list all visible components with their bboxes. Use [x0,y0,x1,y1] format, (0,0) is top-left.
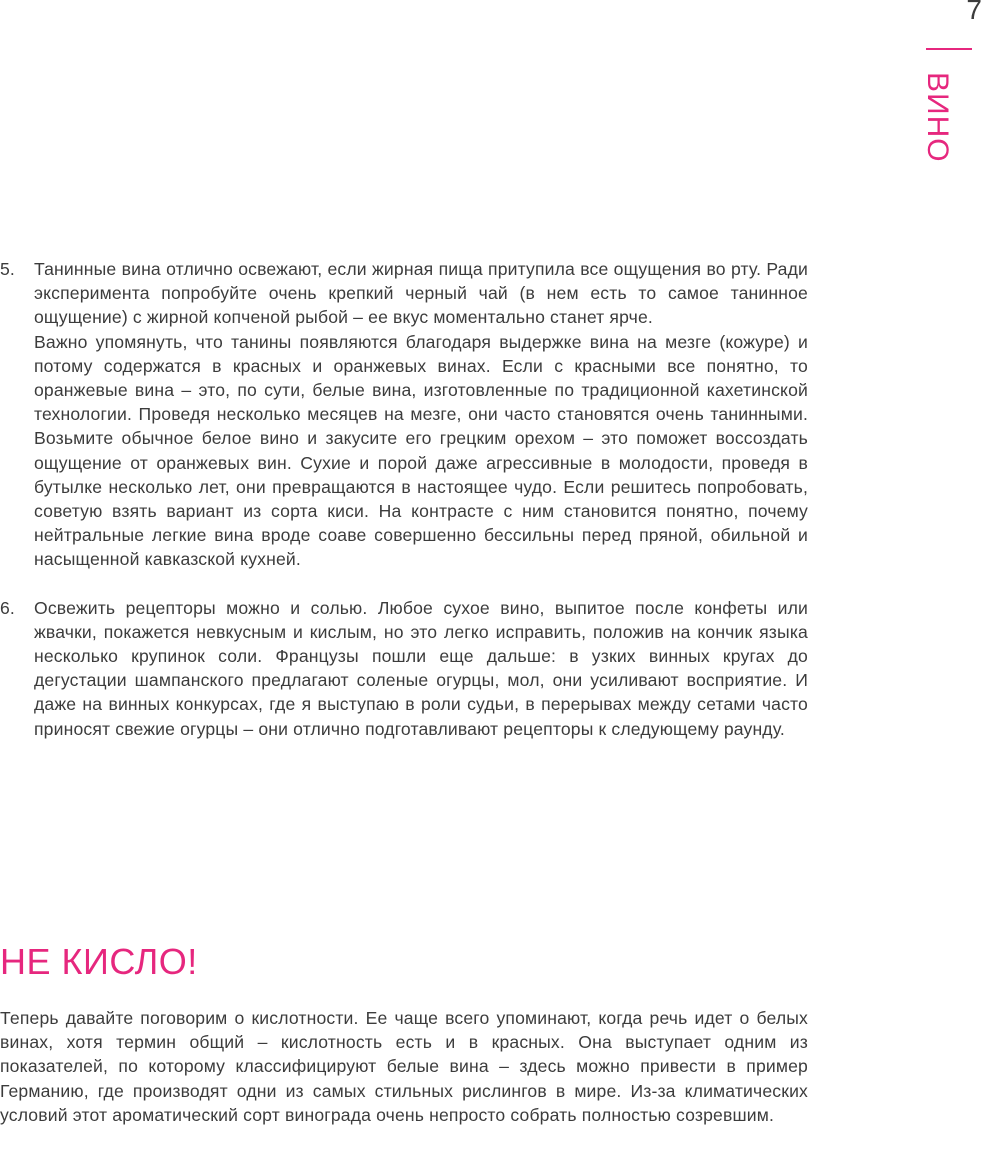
section-rule [926,48,972,50]
section-label: ВИНО [921,72,954,163]
section-heading: НЕ КИСЛО! [0,941,198,982]
list-item-paragraph: Важно упомянуть, что танины появляются благодаря выдержке вина на мезге (кожуре) и потому содержатся в красных и оранжевых винах. Если с красными все понятно, то оранжевые вина – это, по сути, белые вина, изготовленные по традиционной кахетинской технологии. Проведя несколько месяцев на мезге, они часто становятся очень танинными. Возьмите обычное белое вино и закусите его грецким орехом – это поможет воссоздать ощущение от оранжевых вин. Сухие и порой даже агрессивные в молодости, проведя в бутылке несколько лет, они превращаются в настоящее чудо. Если решитесь попробовать, советую взять вариант из сорта киси. На контрасте с ним становится понятно, почему нейтральные легкие вина вроде соаве совершенно бессильны перед пряной, обильной и насыщенной кавказской кухней. [34,331,808,570]
numbered-list [0,257,808,741]
list-item-paragraph: Танинные вина отлично освежают, если жирная пища притупила все ощущения во рту. Ради эксперимента попробуйте очень крепкий черный чай (в нем есть то самое танинное ощущение) с жирной копченой рыбой – ее вкус моментально станет ярче. [34,259,808,328]
list-item [0,596,808,741]
list-item-number: 6. [0,597,15,618]
list-item-paragraph: Освежить рецепторы можно и солью. Любое сухое вино, выпитое после конфеты или жвачки, покажется невкусным и кислым, но это легко исправить, положив на кончик языка несколько крупинок соли. Французы пошли еще дальше: в узких винных кругах до дегустации шампанского предлагают соленые огурцы, мол, они усиливают восприятие. И даже на винных конкурсах, где я выступаю в роли судьи, в перерывах между сетами часто приносят свежие огурцы – они отлично подготавливают рецепторы к следующему раунду. [34,597,808,739]
intro-paragraph: Теперь давайте поговорим о кислотности. Ее чаще всего упоминают, когда речь идет о белых винах, хотя термин общий – кислотность есть и в красных. Она выступает одним из показателей, по которому классифицируют белые вина – здесь можно привести в пример Германию, где производят одни из самых стильных рислингов в мире. Из-за климатических условий этот ароматический сорт винограда очень непросто собрать полностью созревшим. [0,1008,808,1125]
page-number: 7 [966,0,982,25]
list-item-number: 5. [0,259,15,279]
list-item [0,257,808,572]
